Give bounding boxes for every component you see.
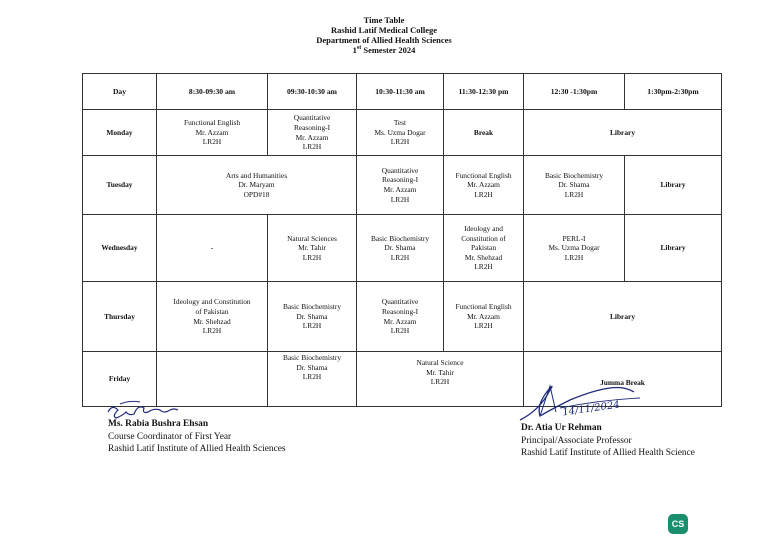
room: LR2H (474, 262, 493, 272)
teacher: Ms. Uzma Dogar (548, 243, 600, 253)
room: LR2H (390, 137, 410, 147)
handwritten-date: 14/11/2024 (561, 399, 621, 419)
course-cont: Pakistan (470, 243, 497, 253)
course-cont: Reasoning-I (381, 175, 419, 185)
course: Basic Biochemistry (544, 170, 604, 180)
course-cont: Reasoning-I (381, 306, 419, 316)
teacher: Dr. Shama (384, 243, 416, 253)
day-friday: Friday (83, 352, 157, 407)
left-signature-block (108, 418, 286, 456)
room: LR2H (564, 252, 584, 262)
teacher: Mr. Shehzad (464, 252, 503, 262)
left-signer-org: Rashid Latif Institute of Allied Health Sciences (108, 444, 286, 454)
day-thursday: Thursday (83, 282, 157, 352)
teacher: Mr. Azzam (383, 185, 417, 194)
teacher: Mr. Shehzad (193, 316, 231, 326)
course-cont: Constitution of (461, 233, 506, 243)
room: LR2H (390, 326, 410, 336)
cell-wednesday-1: - (157, 215, 268, 282)
room: LR2H (302, 252, 322, 262)
cell-monday-break: Break (444, 110, 524, 156)
day-monday: Monday (83, 110, 157, 156)
course: Basic Biochemistry (370, 233, 430, 243)
course: Ideology and Constitution (173, 297, 251, 307)
course: Quantitative (293, 113, 331, 123)
room: LR2H (302, 372, 322, 382)
course: Functional English (455, 170, 512, 180)
semester-number: 1 (352, 45, 357, 55)
room: OPD#18 (243, 189, 270, 199)
teacher: Dr. Shama (296, 311, 328, 321)
room: LR2H (302, 321, 322, 331)
right-signer-name: Dr. Atia Ur Rehman (521, 423, 602, 433)
room: LR2H (202, 326, 222, 336)
room: LR2H (202, 137, 222, 147)
teacher: Dr. Shama (296, 362, 328, 372)
cell-monday-library: Library (524, 110, 722, 156)
teacher: Mr. Azzam (467, 311, 500, 321)
room: LR2H (390, 252, 410, 262)
course: Quantitative (381, 165, 419, 175)
course-cont: Reasoning-I (293, 122, 331, 132)
course: Quantitative (381, 297, 419, 307)
room: LR2H (430, 377, 450, 387)
cell-tuesday-library: Library (625, 156, 722, 215)
header-slot-6: 1:30pm-2:30pm (625, 74, 722, 110)
course: Basic Biochemistry (282, 302, 342, 312)
doc-title: Time Table (363, 15, 405, 25)
room: LR2H (474, 189, 493, 199)
course: Ideology and (464, 224, 503, 234)
right-signature-block (521, 422, 695, 460)
teacher: Dr. Maryam (238, 180, 275, 190)
course: PERL-I (562, 233, 586, 243)
course: Basic Biochemistry (282, 353, 342, 362)
right-signer-org: Rashid Latif Institute of Allied Health Science (521, 448, 695, 458)
teacher: Ms. Uzma Dogar (374, 127, 426, 137)
teacher: Mr. Azzam (295, 132, 329, 142)
course: Functional English (455, 302, 512, 312)
teacher: Mr. Azzam (383, 316, 417, 326)
camscanner-logo-icon: CS (668, 514, 688, 534)
right-signer-title: Principal/Associate Professor (521, 435, 632, 446)
course: Arts and Humanities (225, 170, 288, 180)
cell-friday-jumma-break: Jumma Break (524, 352, 722, 407)
semester-label: Semester 2024 (361, 45, 416, 55)
teacher: Mr. Tahir (426, 367, 454, 377)
header-slot-3: 10:30-11:30 am (357, 74, 444, 110)
college-name: Rashid Latif Medical College (330, 25, 437, 35)
course: Functional English (183, 118, 241, 128)
teacher: Mr. Azzam (195, 127, 229, 137)
cell-thursday-library: Library (524, 282, 722, 352)
semester-suffix: st (356, 45, 362, 52)
room: LR2H (564, 189, 584, 199)
teacher: Dr. Shama (558, 180, 590, 190)
header-day: Day (83, 74, 157, 110)
course: Natural Sciences (287, 233, 337, 243)
left-signer-name: Ms. Rabia Bushra Ehsan (108, 419, 209, 429)
room: LR2H (302, 142, 322, 152)
course: Test (393, 118, 407, 128)
day-wednesday: Wednesday (83, 215, 157, 282)
cell-wednesday-library: Library (625, 215, 722, 282)
left-signature-icon (108, 407, 178, 418)
course: Natural Science (416, 358, 464, 367)
department-name: Department of Allied Health Sciences (316, 35, 452, 45)
header-slot-1: 8:30-09:30 am (157, 74, 268, 110)
header-slot-4: 11:30-12:30 pm (444, 74, 524, 110)
left-signer-title: Course Coordinator of First Year (108, 431, 232, 442)
header-slot-2: 09:30-10:30 am (268, 74, 357, 110)
header-slot-5: 12:30 -1:30pm (524, 74, 625, 110)
course-cont: of Pakistan (195, 306, 229, 316)
room: LR2H (474, 321, 493, 331)
teacher: Mr. Tahir (298, 243, 326, 253)
day-tuesday: Tuesday (83, 156, 157, 215)
room: LR2H (390, 194, 410, 204)
teacher: Mr. Azzam (467, 180, 500, 190)
